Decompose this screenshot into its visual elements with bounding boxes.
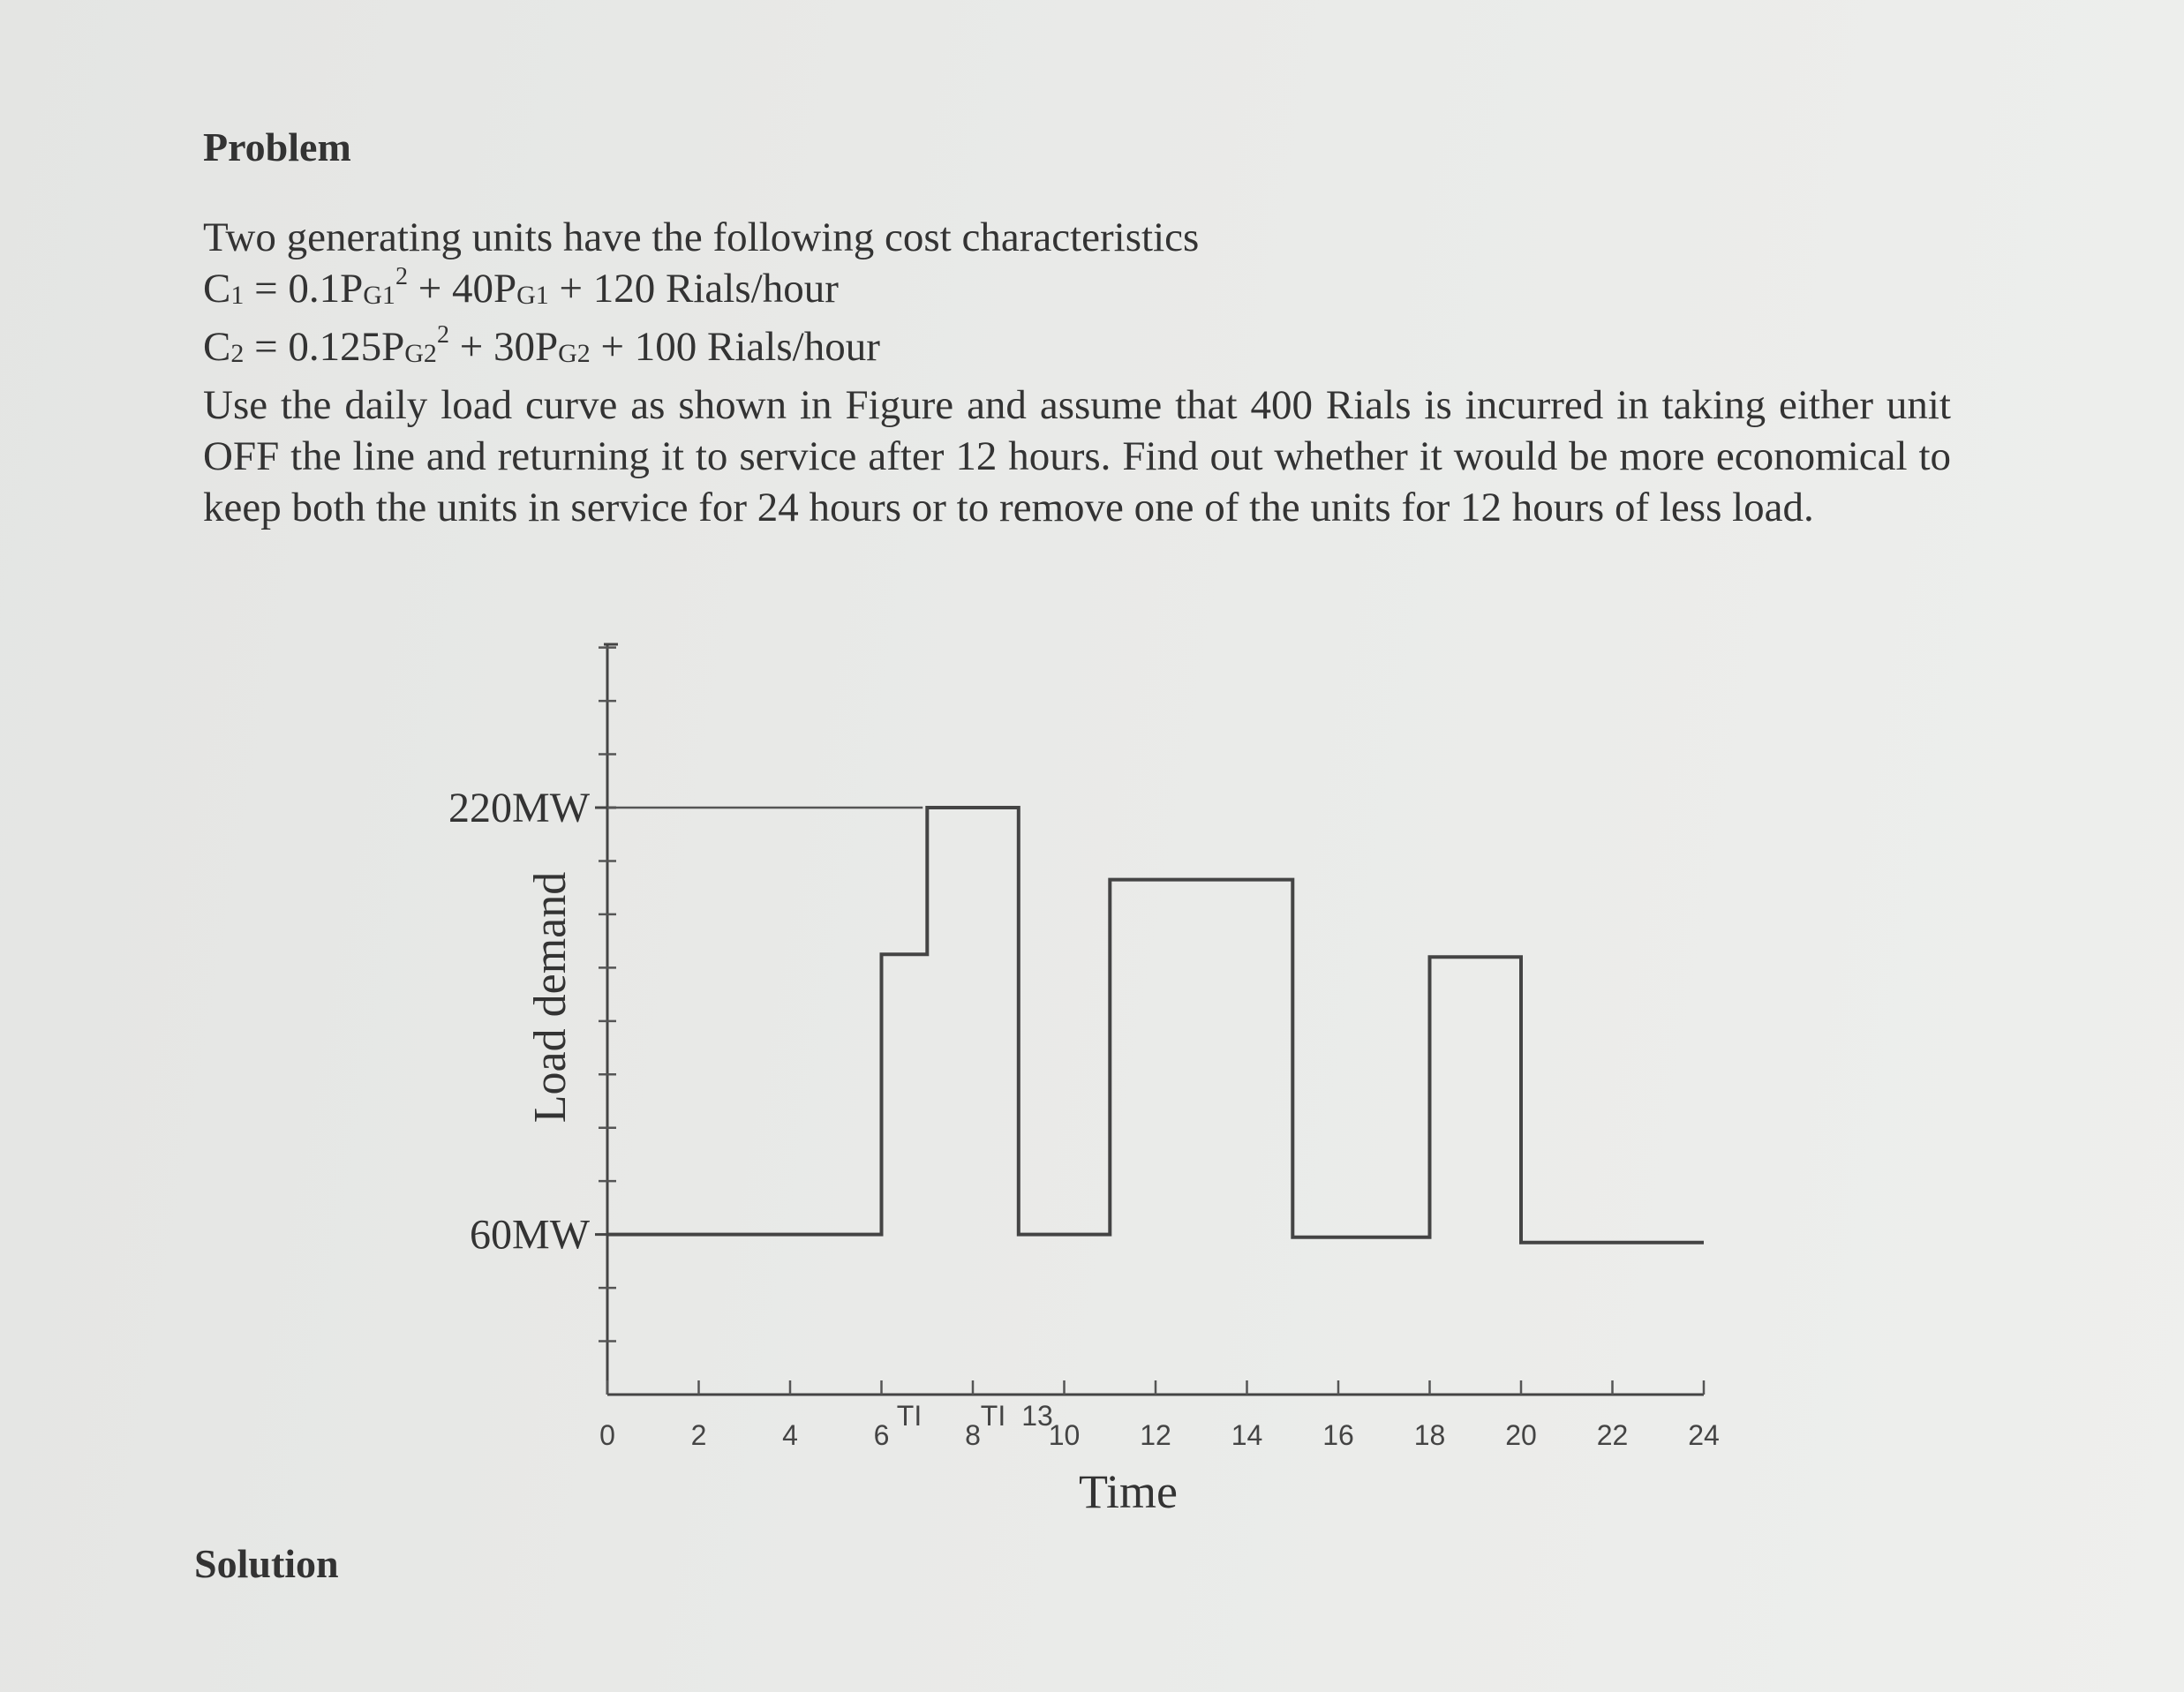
chart-axes xyxy=(604,644,1704,1395)
x-tick-label: 20 xyxy=(1505,1419,1537,1451)
x-tick-label: 4 xyxy=(782,1419,798,1451)
eq2-part1: = 0.125P xyxy=(244,324,405,370)
problem-paragraph: Use the daily load curve as shown in Figure and assume that 400 Rials is incurred in taking either unit OFF the line and returning it to service after 12 hours. Find out whether it would be more economical to keep both the units in service for 24 hours or to remove one of the units for 12 hours of less load. xyxy=(203,382,1951,530)
x-tick-label: 10 xyxy=(1048,1419,1081,1451)
solution-heading: Solution xyxy=(194,1541,339,1586)
chart-series xyxy=(607,808,1704,1243)
eq2-sup1: 2 xyxy=(436,321,449,349)
x-tick-label: 8 xyxy=(965,1419,981,1451)
eq1-sub1: G1 xyxy=(363,281,395,310)
stray-axis-label: 13 xyxy=(1021,1400,1053,1432)
intro-line: Two generating units have the following cost characteristics xyxy=(203,214,1200,260)
eq1-lhs: C xyxy=(203,266,231,312)
eq2-lhs: C xyxy=(203,324,231,370)
eq2-part2: + 30P xyxy=(448,324,559,370)
x-tick-label: 22 xyxy=(1596,1419,1629,1451)
problem-heading: Problem xyxy=(203,124,351,169)
eq2-part3: + 100 Rials/hour xyxy=(590,324,880,370)
x-tick-label: 14 xyxy=(1231,1419,1263,1451)
eq2-lhs-sub: 2 xyxy=(230,339,245,368)
chart-ticks xyxy=(595,648,1704,1395)
x-tick-label: 24 xyxy=(1688,1419,1720,1451)
y-axis-title: Load demand xyxy=(525,871,576,1124)
stray-axis-label: TI xyxy=(896,1400,923,1432)
x-tick-label: 12 xyxy=(1140,1419,1171,1451)
eq1-lhs-sub: 1 xyxy=(230,281,245,310)
eq2-sub1: G2 xyxy=(404,339,437,368)
eq2-sub2: G2 xyxy=(558,339,591,368)
x-tick-label: 18 xyxy=(1413,1419,1446,1451)
y-value-label: 60MW xyxy=(470,1211,590,1259)
load-demand-step-line xyxy=(607,808,1704,1243)
eq1-part2: + 40P xyxy=(407,266,517,312)
eq1-part1: = 0.1P xyxy=(244,266,364,312)
x-tick-label: 0 xyxy=(599,1419,615,1451)
eq1-sup1: 2 xyxy=(395,263,408,290)
y-value-label: 220MW xyxy=(448,785,590,831)
eq1-sub2: G1 xyxy=(516,281,549,310)
stray-axis-label: TI xyxy=(980,1400,1006,1432)
x-tick-label: 16 xyxy=(1322,1419,1354,1451)
x-tick-label: 6 xyxy=(873,1419,890,1451)
x-axis-title: Time xyxy=(1078,1465,1179,1518)
chart-labels xyxy=(448,785,1720,1518)
eq1-part3: + 120 Rials/hour xyxy=(548,266,839,312)
x-tick-label: 2 xyxy=(690,1419,707,1451)
